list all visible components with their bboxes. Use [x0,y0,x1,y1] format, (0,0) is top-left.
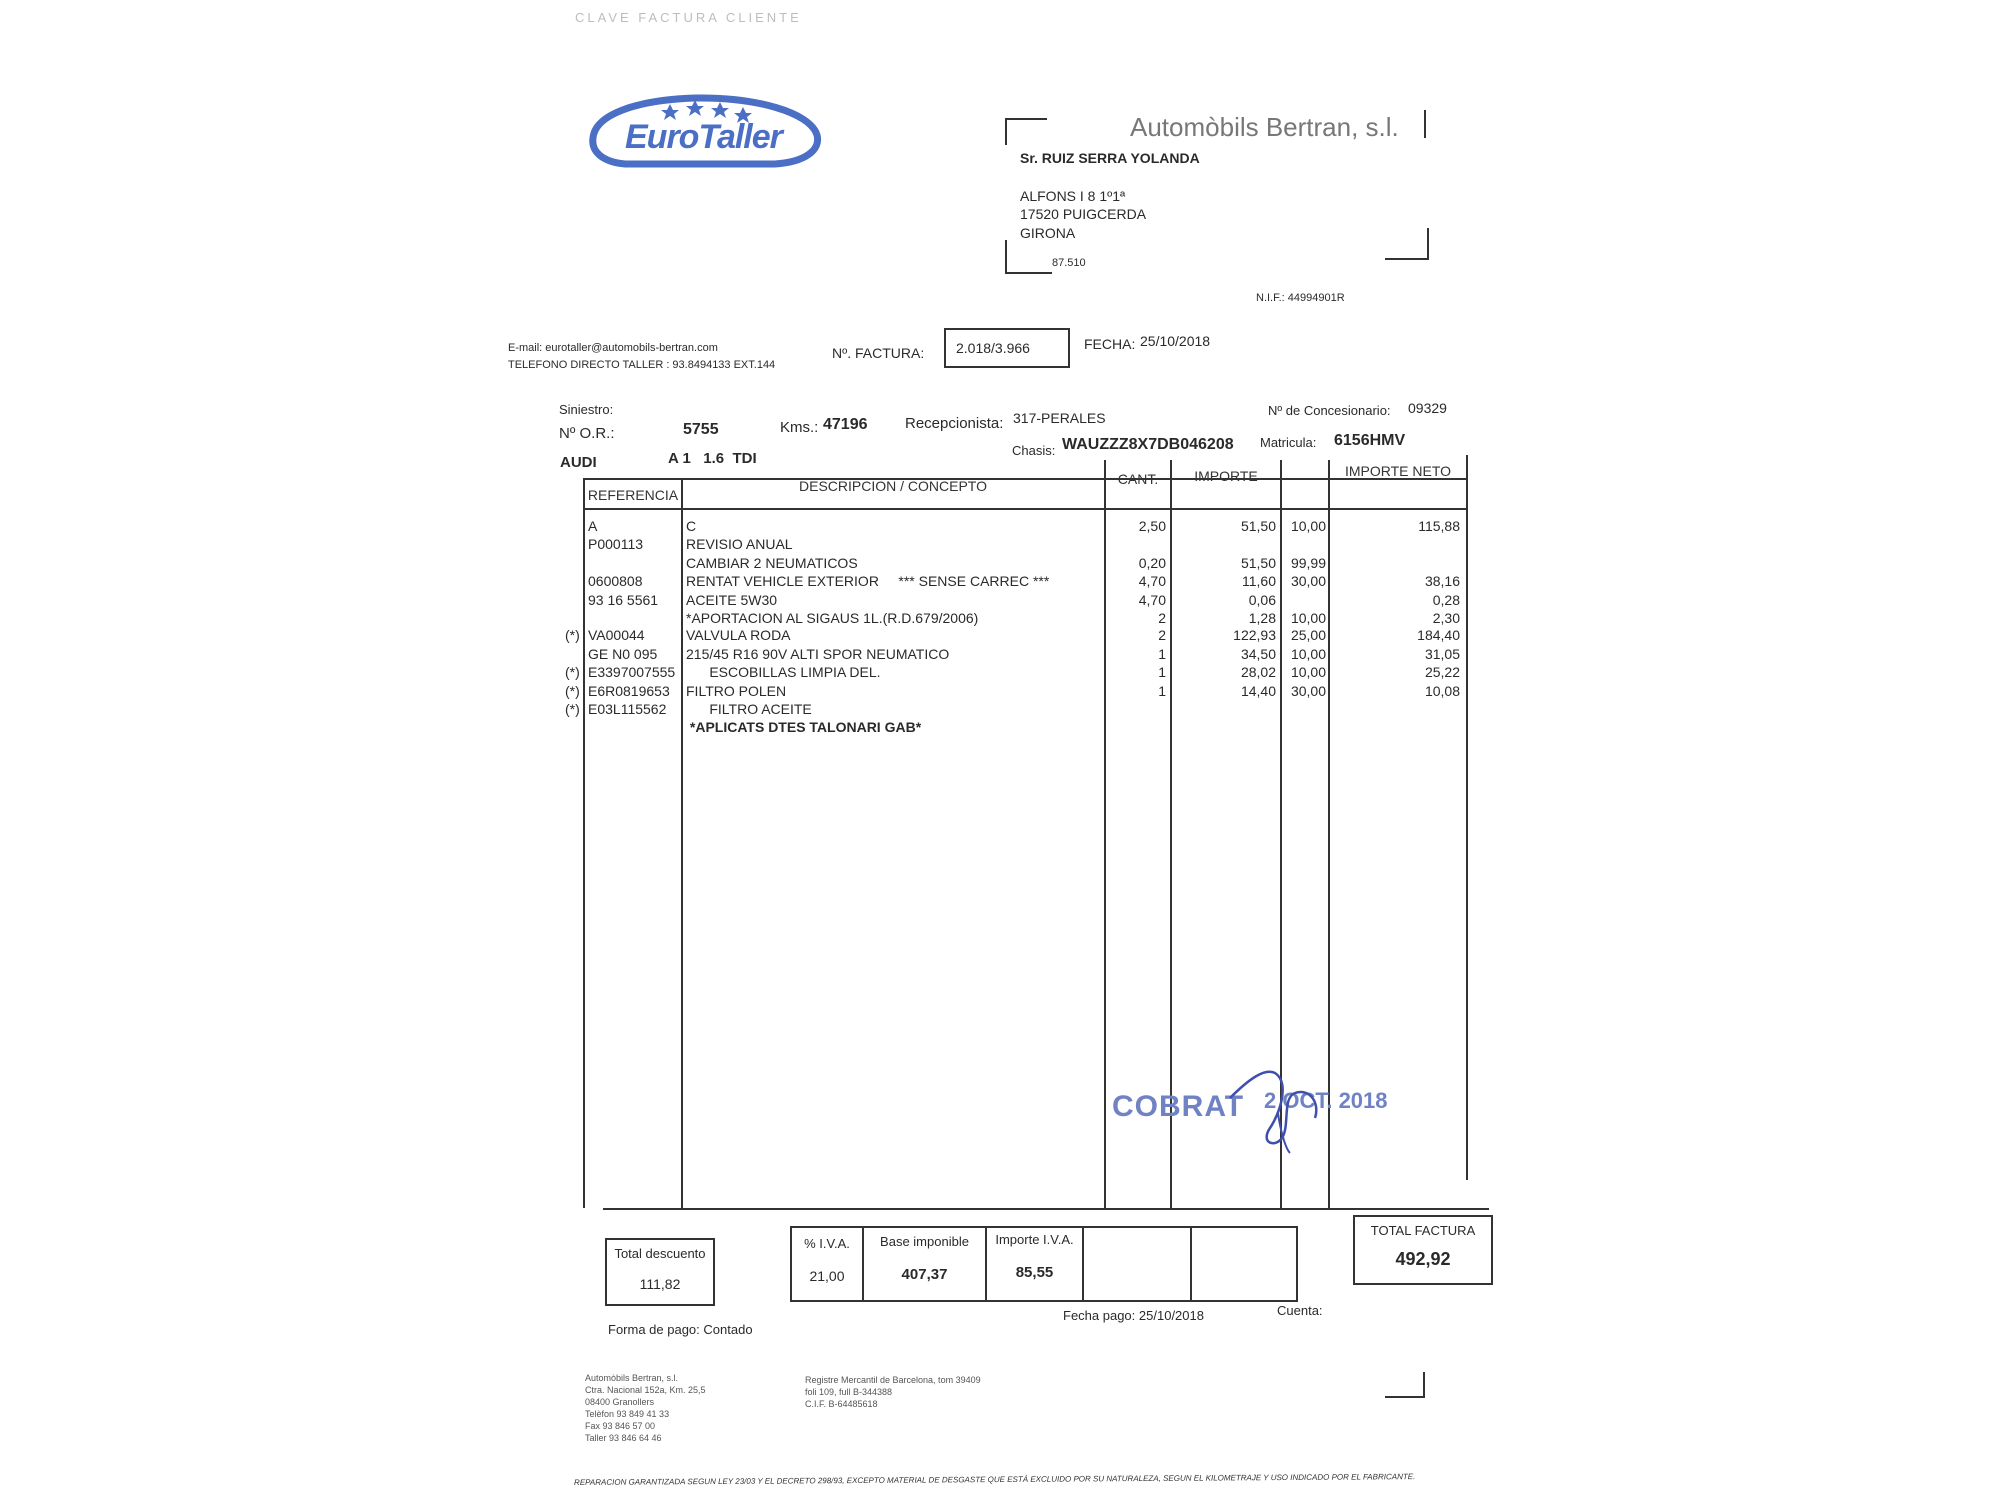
row-reference: E3397007555 [588,664,676,680]
row-description: CAMBIAR 2 NEUMATICOS [686,555,858,571]
row-importe-neto: 0,28 [1432,592,1460,608]
row-dto: 10,00 [1290,518,1326,534]
invoice-date: 25/10/2018 [1140,333,1211,349]
row-reference: VA00044 [588,627,645,643]
row-importe-neto: 31,05 [1424,646,1460,662]
row-description: *APORTACION AL SIGAUS 1L.(R.D.679/2006) [686,610,979,626]
iva-pct-label: % I.V.A. [804,1236,850,1251]
row-importe: 11,60 [1242,573,1276,589]
row-description: 215/45 R16 90V ALTI SPOR NEUMATICO [686,646,950,662]
row-importe-neto: 2,30 [1432,610,1460,626]
forma-pago [608,1322,753,1337]
row-description: FILTRO ACEITE [686,701,812,717]
client-address-line3: GIRONA [1020,225,1076,241]
client-address-line1: ALFONS I 8 1º1ª [1020,188,1126,204]
or-number: 5755 [683,421,719,438]
row-reference: 93 16 5561 [588,592,659,608]
chasis-value: WAUZZZ8X7DB046208 [1062,436,1234,453]
or-label: Nº O.R.: [559,425,615,442]
client-code: 87.510 [1052,257,1086,269]
row-mark: (*) [565,627,580,643]
row-importe-neto: 115,88 [1418,518,1460,534]
row-description: ACEITE 5W30 [686,592,778,608]
row-description: *APLICATS DTES TALONARI GAB* [686,719,922,735]
base-imponible-label: Base imponible [880,1234,969,1249]
footer-company-city: 08400 Granollers [585,1397,655,1407]
row-importe-neto: 25,22 [1424,664,1460,680]
col-divider-right [1466,455,1468,1180]
address-bracket-br [1385,228,1429,260]
footer-registry-line1: Registre Mercantil de Barcelona, tom 39409 [805,1375,981,1385]
row-description: VALVULA RODA [686,627,791,643]
row-reference: P000113 [588,536,644,552]
footer-company-taller: Taller 93 846 64 46 [585,1433,662,1443]
row-cant: 1 [1158,664,1166,680]
footer-company-phone: Telèfon 93 849 41 33 [585,1409,670,1419]
row-cant: 2 [1158,610,1166,626]
row-mark: (*) [565,683,580,699]
row-importe: 51,50 [1240,518,1276,534]
row-cant: 2,50 [1138,518,1166,534]
row-mark: (*) [565,664,580,680]
footer-legal-text: REPARACION GARANTIZADA SEGUN LEY 23/03 Y EL DECRETO 298/93, EXCEPTO MATERIAL DE DESGASTE QUE ESTÁ EXCLUIDO POR SU NATURALEZA, SEGUN EL KILOMETRAJE Y USO INDICADO POR EL FABRICANTE. [574,1472,1416,1487]
fecha-pago-label: Fecha pago: [1063,1308,1136,1323]
fecha-pago-value: 25/10/2018 [1138,1308,1204,1323]
paid-stamp: COBRAT [1112,1090,1245,1123]
iva-divider-4 [1190,1228,1192,1300]
recepcionista-label: Recepcionista: [905,415,1004,432]
total-descuento-label: Total descuento [614,1246,706,1261]
total-factura-box [1353,1215,1493,1285]
row-dto: 25,00 [1290,627,1326,643]
kms-label: Kms.: [780,419,819,436]
row-importe: 0,06 [1248,592,1276,608]
footer-company-address: Ctra. Nacional 152a, Km. 25,5 [585,1385,706,1395]
total-descuento-box [605,1238,715,1306]
total-factura-value: 492,92 [1395,1249,1451,1269]
signature-icon [1220,1058,1330,1158]
row-importe-neto: 38,16 [1424,573,1460,589]
row-reference: GE N0 095 [588,646,658,662]
row-importe: 122,93 [1233,627,1276,643]
header-referencia: REFERENCIA [587,487,679,503]
paid-stamp-date: 2 OCT. 2018 [1264,1088,1388,1113]
concesionario-label: Nº de Concesionario: [1268,403,1391,418]
footer-company-name: Automòbils Bertran, s.l. [585,1373,679,1383]
row-cant: 1 [1158,683,1166,699]
iva-summary-box [790,1226,1298,1302]
row-dto: 10,00 [1290,610,1326,626]
company-name: Automòbils Bertran, s.l. [1130,112,1399,142]
row-importe: 28,02 [1240,664,1276,680]
logo-text: EuroTaller [625,118,782,156]
vehicle-brand: AUDI [560,454,597,471]
contact-email: E-mail: eurotaller@automobils-bertran.com [508,342,718,354]
row-description: FILTRO POLEN [686,683,787,699]
scan-header-text: CLAVE FACTURA CLIENTE [575,10,802,25]
concesionario-value: 09329 [1408,400,1447,416]
row-cant: 1 [1158,646,1166,662]
cuenta-label: Cuenta: [1277,1303,1323,1318]
row-description: RENTAT VEHICLE EXTERIOR *** SENSE CARREC *** [686,573,1050,589]
header-cant: CANT. [1117,471,1159,487]
header-descripcion: DESCRIPCION / CONCEPTO [799,478,987,494]
row-reference: E6R0819653 [588,683,670,699]
client-address-line2: 17520 PUIGCERDA [1020,206,1147,222]
footer-company-fax: Fax 93 846 57 00 [585,1421,656,1431]
total-factura-label: TOTAL FACTURA [1370,1223,1476,1238]
client-nif-label: N.I.F.: [1256,292,1285,304]
chasis-label: Chasis: [1012,443,1056,458]
contact-phone: TELEFONO DIRECTO TALLER : 93.8494133 EXT.144 [508,359,776,371]
total-descuento-value: 111,82 [639,1276,681,1292]
forma-pago-label: Forma de pago: [608,1322,700,1337]
siniestro-label: Siniestro: [559,402,614,417]
matricula-value: 6156HMV [1334,432,1406,449]
row-mark: (*) [565,701,580,717]
client-nif [1256,292,1345,304]
row-description: REVISIO ANUAL [686,536,793,552]
matricula-label: Matricula: [1260,435,1317,450]
row-reference: A [588,518,598,534]
row-cant: 0,20 [1138,555,1166,571]
col-divider-ref [681,478,683,1208]
header-importe: IMPORTE [1194,468,1258,484]
table-header-border [583,508,1468,510]
invoice-number-box [944,328,1070,368]
eurotaller-logo [585,90,825,175]
row-dto: 10,00 [1290,646,1326,662]
row-importe-neto: 10,08 [1424,683,1460,699]
row-reference: E03L115562 [588,701,667,717]
client-name: Sr. RUIZ SERRA YOLANDA [1020,150,1200,166]
row-description: ESCOBILLAS LIMPIA DEL. [686,664,881,680]
row-dto: 99,99 [1290,555,1326,571]
forma-pago-value: Contado [703,1322,753,1337]
row-cant: 4,70 [1138,573,1166,589]
row-importe: 34,50 [1240,646,1276,662]
row-cant: 2 [1158,627,1166,643]
row-cant: 4,70 [1138,592,1166,608]
row-importe: 51,50 [1240,555,1276,571]
iva-divider-3 [1082,1228,1084,1300]
address-bracket-bl [1005,240,1052,274]
footer-registry-block [805,1374,981,1410]
row-dto: 30,00 [1290,573,1326,589]
row-dto: 10,00 [1290,664,1326,680]
row-description: C [686,518,697,534]
recepcionista-value: 317-PERALES [1013,410,1106,426]
row-importe: 14,40 [1240,683,1276,699]
importe-iva-label: Importe I.V.A. [995,1232,1074,1247]
address-bracket-tl [1005,118,1047,145]
invoice-date-label: FECHA: [1084,336,1136,352]
vehicle-model: A 1 1.6 TDI [668,450,757,467]
footer-registry-line3: C.I.F. B-64485618 [805,1399,878,1409]
row-reference: 0600808 [588,573,643,589]
importe-iva-value: 85,55 [1015,1264,1054,1281]
invoice-number-label: Nº. FACTURA: [832,345,925,361]
footer-company-block [585,1372,706,1444]
row-importe: 1,28 [1248,610,1276,626]
row-importe-neto: 184,40 [1417,627,1460,643]
invoice-number: 2.018/3.966 [956,340,1030,356]
header-importe-neto: IMPORTE NETO [1344,463,1452,479]
fecha-pago [1063,1308,1204,1323]
kms-value: 47196 [823,416,868,433]
address-bracket-tr [1398,110,1426,138]
table-bottom-border [603,1208,1489,1210]
footer-bracket [1385,1372,1425,1398]
client-nif-value: 44994901R [1287,292,1345,304]
iva-pct-value: 21,00 [809,1268,845,1284]
row-dto: 30,00 [1290,683,1326,699]
col-divider-left [583,478,585,1208]
footer-registry-line2: foli 109, full B-344388 [805,1387,893,1397]
base-imponible-value: 407,37 [901,1266,948,1283]
